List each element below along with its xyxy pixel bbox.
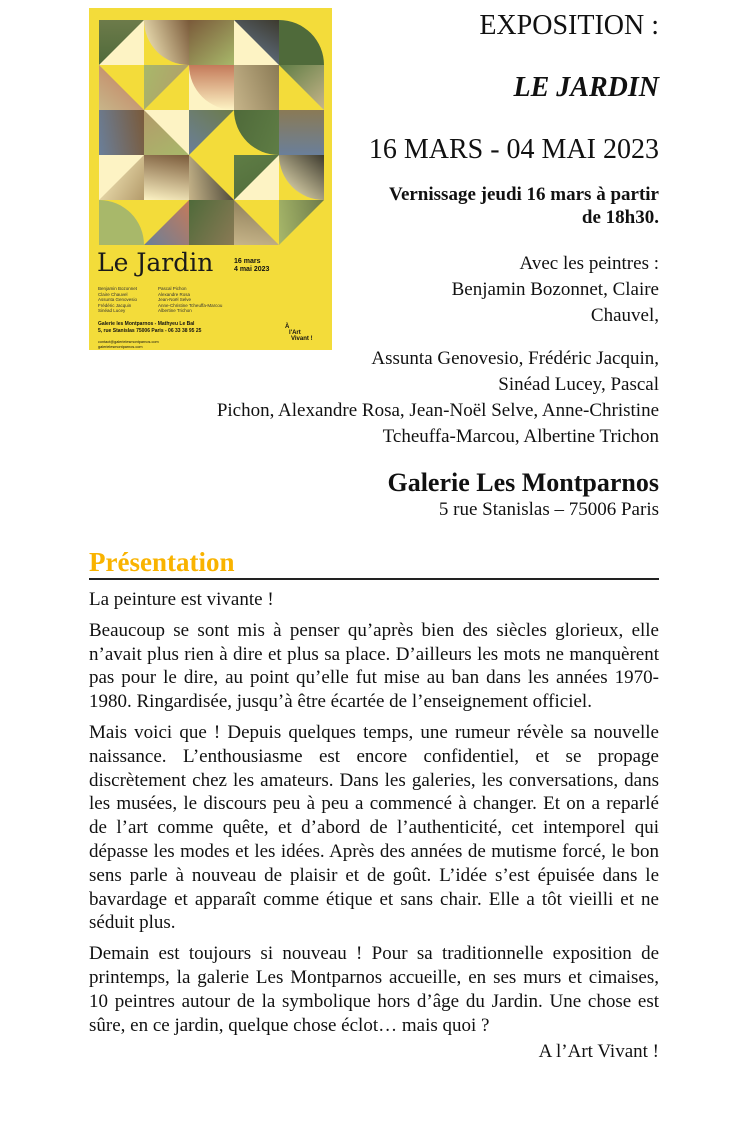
section-heading-presentation: Présentation bbox=[89, 546, 659, 580]
paragraph: La peinture est vivante ! bbox=[89, 589, 274, 610]
logo-line: l'Art bbox=[289, 330, 301, 336]
poster-logo bbox=[285, 324, 313, 342]
logo-line: À bbox=[285, 324, 290, 330]
poster-names-col1 bbox=[98, 286, 137, 314]
poster-name: Assunta Genovesio bbox=[98, 297, 138, 303]
paragraph: Beaucoup se sont mis à penser qu’après bien des siècles glorieux, elle n’avait plus rien à dire et plus sa place. D’ailleurs les mots ne manquèrent pas pour le dire, au point qu’elle fut mise au ban dans les années 1970-1980. Ringardisée, jusqu’à être écartée de l’enseignement officiel. bbox=[89, 619, 659, 713]
signature: A l’Art Vivant ! bbox=[538, 1041, 659, 1063]
poster-name: Alexandre Rosa bbox=[158, 291, 191, 297]
mosaic-painting-fragment bbox=[99, 110, 144, 155]
poster-gallery-name: Galerie les Montparnos - Mathyeu Le Bal bbox=[98, 321, 195, 327]
vernissage-line: de 18h30. bbox=[581, 207, 659, 228]
document bbox=[89, 0, 659, 1064]
mosaic-painting-fragment bbox=[189, 200, 234, 245]
poster-name: Sinéad Lucey bbox=[98, 308, 126, 314]
paragraph: Demain est toujours si nouveau ! Pour sa traditionnelle exposition de printemps, la galerie Les Montparnos accueille, en ses murs et cimaises, 10 peintres autour de la symbolique hors d’âge du Jardin. Une chose est sûre, en ce jardin, quelque chose éclot… mais quoi ? bbox=[89, 943, 659, 1036]
poster-gallery-address: 5, rue Stanislas 75006 Paris - 06 33 38 95 25 bbox=[98, 328, 202, 334]
poster-artwork-mosaic bbox=[99, 20, 324, 245]
poster-date-start: 16 mars bbox=[234, 258, 261, 265]
painters-line: Assunta Genovesio, Frédéric Jacquin, Sinéad Lucey, Pascal bbox=[371, 348, 659, 395]
painters-line: Benjamin Bozonnet, Claire bbox=[451, 279, 659, 300]
poster-name: Jean-Noël Selve bbox=[158, 297, 192, 303]
poster-website: galerielesmontparnos.com bbox=[98, 344, 143, 349]
poster-gallery bbox=[98, 321, 201, 335]
exhibition-label: EXPOSITION : bbox=[479, 10, 659, 41]
poster-contact bbox=[98, 340, 159, 349]
mosaic-painting-fragment bbox=[234, 65, 279, 110]
mosaic-painting-fragment bbox=[279, 110, 324, 155]
poster-email: contact@galerielesmontparnos.com bbox=[98, 340, 159, 344]
mosaic-painting-fragment bbox=[144, 155, 189, 200]
painters-line: Chauvel, bbox=[590, 305, 659, 326]
logo-line: Vivant ! bbox=[291, 336, 313, 342]
painters-list bbox=[89, 346, 659, 450]
mosaic-painting-fragment bbox=[189, 20, 234, 65]
poster-name: Frédéric Jacquin bbox=[98, 302, 132, 308]
poster-name: Anne-Christine Tcheuffa-Marcou bbox=[158, 302, 223, 308]
exhibition-poster bbox=[89, 8, 332, 350]
exhibition-dates: 16 MARS - 04 MAI 2023 bbox=[368, 134, 659, 165]
painters-line: Tcheuffa-Marcou, Albertine Trichon bbox=[382, 426, 659, 447]
poster-name: Pascal Pichon bbox=[158, 286, 187, 291]
painters-line: Pichon, Alexandre Rosa, Jean-Noël Selve, Anne-Christine bbox=[216, 400, 659, 421]
gallery-name: Galerie Les Montparnos bbox=[387, 468, 659, 497]
poster-name: Benjamin Bozonnet bbox=[98, 286, 138, 291]
poster-dates bbox=[234, 258, 269, 274]
poster-name: Claire Chauvel bbox=[98, 291, 128, 297]
vernissage-line: Vernissage jeudi 16 mars à partir bbox=[388, 184, 659, 205]
painters-label: Avec les peintres : bbox=[519, 253, 659, 274]
poster-names-col2 bbox=[158, 286, 222, 314]
presentation-body bbox=[89, 588, 659, 1037]
gallery-address: 5 rue Stanislas – 75006 Paris bbox=[438, 499, 659, 520]
poster-date-end: 4 mai 2023 bbox=[234, 266, 270, 273]
poster-name: Albertine Trichon bbox=[158, 308, 192, 314]
poster-title: Le Jardin bbox=[97, 248, 214, 277]
paragraph: Mais voici que ! Depuis quelques temps, une rumeur révèle sa nouvelle naissance. L’enthousiasme est encore confidentiel, et se propage discrètement chez les amateurs. Dans les galeries, les conversations, dans les musées, le discours peu à peu a commencé à changer. Et on a reparlé de l’art comme quête, et d’abord de l’authenticité, cet intemporel qui dépasse les modes et les idées. Après des années de mutisme forcé, le bon sens parle à nouveau de plaisir et de goût. L’idée s’est épuisée dans le bavardage et apparaît comme étique et sans chair. Elle a tôt vieilli et ne séduit plus. bbox=[89, 721, 659, 934]
exhibition-title: LE JARDIN bbox=[513, 72, 659, 103]
